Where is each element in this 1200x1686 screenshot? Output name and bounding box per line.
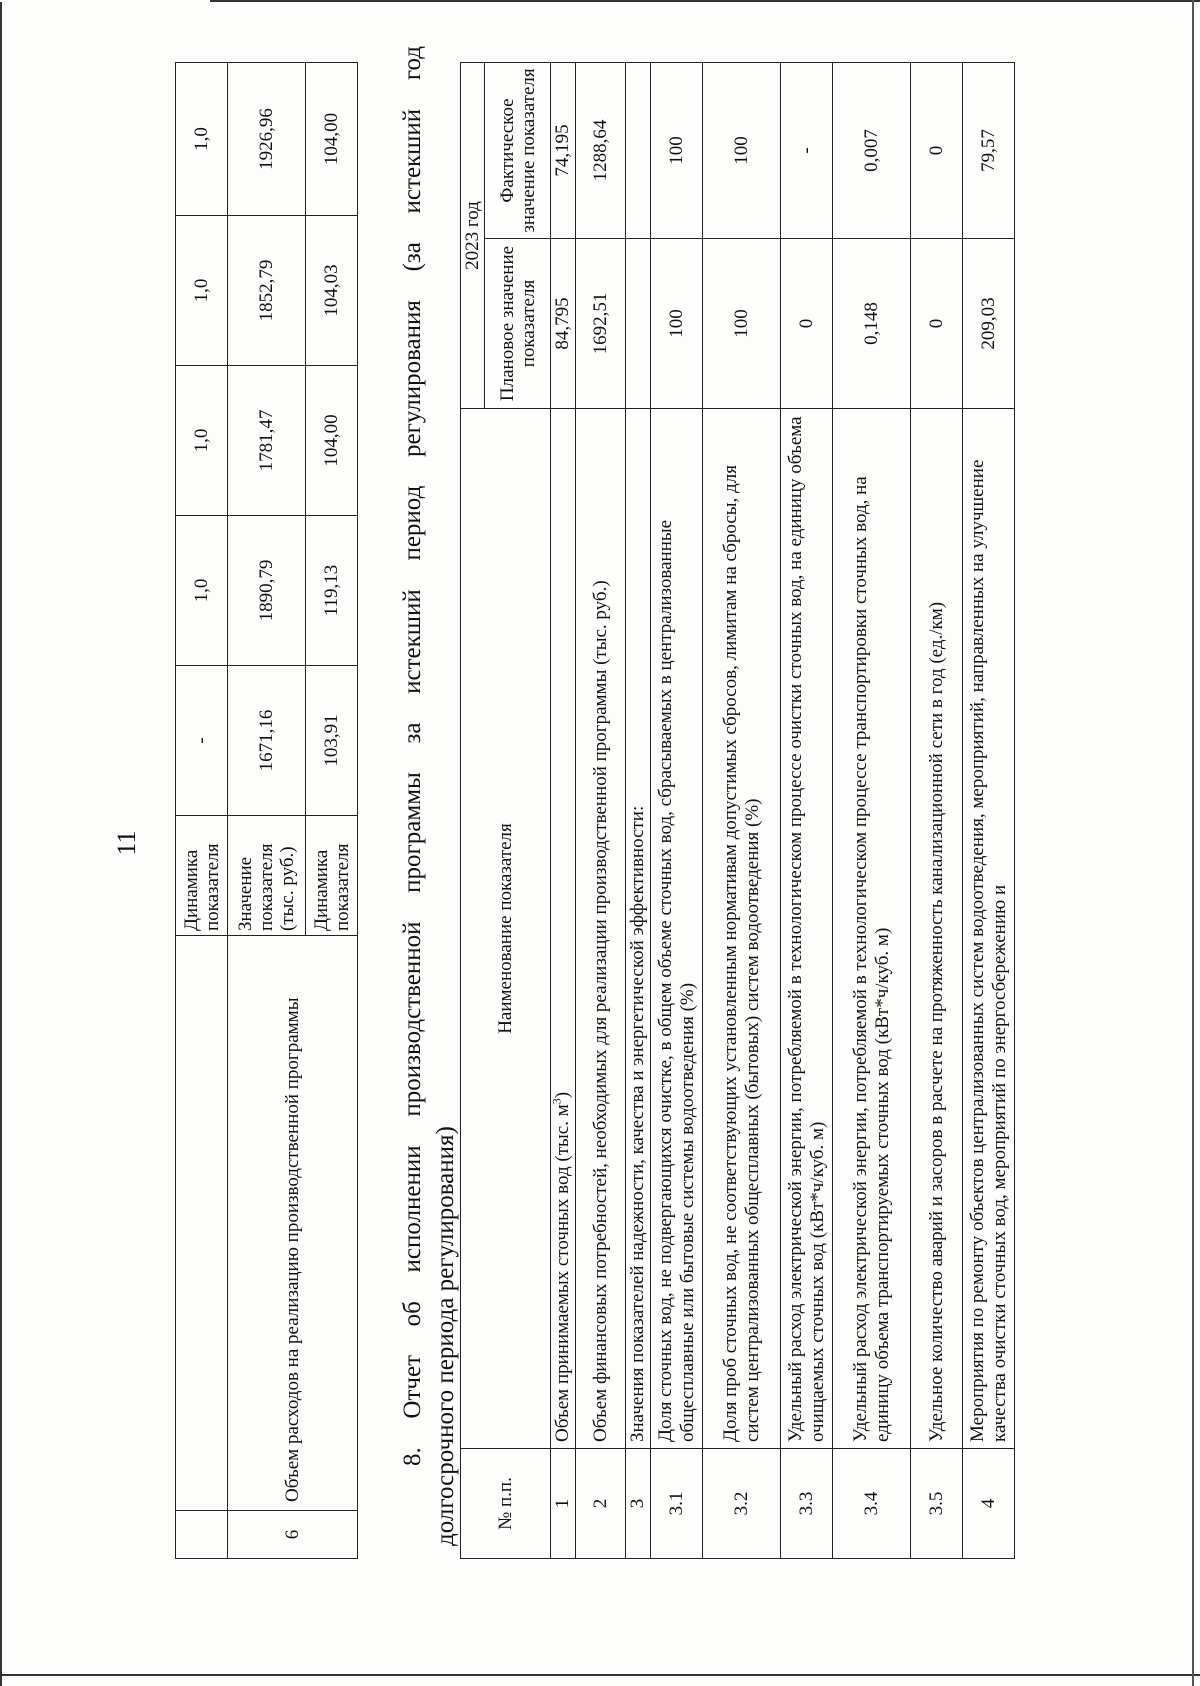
plan-value: 84,795 (551, 239, 576, 409)
subrow-label: Динамика показателя (176, 816, 228, 936)
row-num: 3 (626, 1449, 651, 1559)
row-num: 3.5 (911, 1449, 963, 1559)
fact-value (626, 62, 651, 238)
plan-value (626, 239, 651, 409)
row-num: 3.4 (833, 1449, 911, 1559)
table-row (576, 62, 626, 1558)
value-cell: 1,0 (176, 63, 228, 216)
row-name: Доля проб сточных вод, не соответствующих установленным нормативам допустимых сбросов, лимитам на сбросы, для систем централизованных общесплавных (бытовых) систем водоотведения (%) (703, 409, 781, 1449)
row-num: 3.1 (651, 1449, 703, 1559)
value-cell: 119,13 (306, 516, 358, 666)
value-cell: 1,0 (176, 366, 228, 516)
table-row (963, 62, 1015, 1558)
row-num: 3.2 (703, 1449, 781, 1559)
header-row (461, 62, 485, 1558)
row-name: Мероприятия по ремонту объектов централизованных систем водоотведения, мероприятий, направленных на улучшение качества очистки сточных вод, мероприятий по энергосбережению и (963, 409, 1015, 1449)
table-row (781, 62, 833, 1558)
value-cell: 1,0 (176, 216, 228, 366)
fact-value: - (781, 62, 833, 238)
row-name-sup: 3 (549, 1098, 564, 1105)
section-heading-continued: долгосрочного периода регулирования) (432, 1126, 459, 1546)
header-fact: Фактическое значение показателя (485, 62, 551, 238)
value-cell: 1,0 (176, 516, 228, 666)
fact-value: 0 (911, 62, 963, 238)
value-cell: 1926,96 (228, 63, 306, 216)
row-num: 2 (576, 1449, 626, 1559)
table-row (551, 62, 576, 1558)
empty-cell (176, 936, 228, 1511)
value-cell: 1671,16 (228, 666, 306, 816)
plan-value: 100 (703, 239, 781, 409)
table-row (228, 63, 306, 1559)
value-cell: - (176, 666, 228, 816)
row-name (551, 409, 576, 1449)
header-year: 2023 год (461, 62, 485, 408)
fact-value: 100 (651, 62, 703, 238)
row-name-tail: ) (552, 1091, 573, 1099)
value-cell: 1852,79 (228, 216, 306, 366)
section-heading: 8. Отчет об исполнении производственной программы за истекший период регулирования (за истекший год (399, 46, 426, 1466)
table-row (833, 62, 911, 1558)
report-table (460, 62, 1015, 1559)
fact-value: 79,57 (963, 62, 1015, 238)
plan-value: 0 (911, 239, 963, 409)
value-cell: 104,03 (306, 216, 358, 366)
row-num: 4 (963, 1449, 1015, 1559)
value-cell: 1781,47 (228, 366, 306, 516)
plan-value: 0,148 (833, 239, 911, 409)
fact-value: 0,007 (833, 62, 911, 238)
table-row (626, 62, 651, 1558)
value-cell: 104,00 (306, 366, 358, 516)
plan-value: 209,03 (963, 239, 1015, 409)
row-num: 3.3 (781, 1449, 833, 1559)
page-number: 11 (112, 830, 141, 856)
row-name-text: Объем принимаемых сточных вод (тыс. м (552, 1104, 573, 1442)
row-num: 1 (551, 1449, 576, 1559)
plan-value: 100 (651, 239, 703, 409)
table-row (703, 62, 781, 1558)
value-cell: 1890,79 (228, 516, 306, 666)
table-row (651, 62, 703, 1558)
subrow-label: Динамика показателя (306, 816, 358, 936)
empty-cell (176, 1511, 228, 1559)
value-cell: 103,91 (306, 666, 358, 816)
plan-value: 0 (781, 239, 833, 409)
row-name: Объем финансовых потребностей, необходимых для реализации производственной программы (тыс. руб.) (576, 409, 626, 1449)
row-number: 6 (228, 1511, 358, 1559)
fact-value: 100 (703, 62, 781, 238)
subrow-label: Значение показателя (тыс. руб.) (228, 816, 306, 936)
expenses-table (175, 62, 358, 1559)
header-plan: Плановое значение показателя (485, 239, 551, 409)
header-name: Наименование показателя (461, 409, 551, 1449)
row-name: Объем расходов на реализацию производственной программы (228, 936, 358, 1511)
row-name: Удельное количество аварий и засоров в расчете на протяженность канализационной сети в год (ед./км) (911, 409, 963, 1449)
fact-value: 74,195 (551, 62, 576, 238)
header-num: № п.п. (461, 1449, 551, 1559)
plan-value: 1692,51 (576, 239, 626, 409)
value-cell: 104,00 (306, 63, 358, 216)
row-name: Удельный расход электрической энергии, потребляемой в технологическом процессе транспортировки сточных вод, на единицу объема транспортируемых сточных вод (кВт*ч/куб. м) (833, 409, 911, 1449)
table-row (911, 62, 963, 1558)
row-name: Доля сточных вод, не подвергающихся очистке, в общем объеме сточных вод, сбрасываемых в централизованные общесплавные или бытовые системы водоотведения (%) (651, 409, 703, 1449)
row-name: Значения показателей надежности, качества и энергетической эффективности: (626, 409, 651, 1449)
row-name: Удельный расход электрической энергии, потребляемой в технологическом процессе очистки сточных вод, на единицу объема очищаемых сточных вод (кВт*ч/куб. м) (781, 409, 833, 1449)
table-row (176, 63, 228, 1559)
fact-value: 1288,64 (576, 62, 626, 238)
